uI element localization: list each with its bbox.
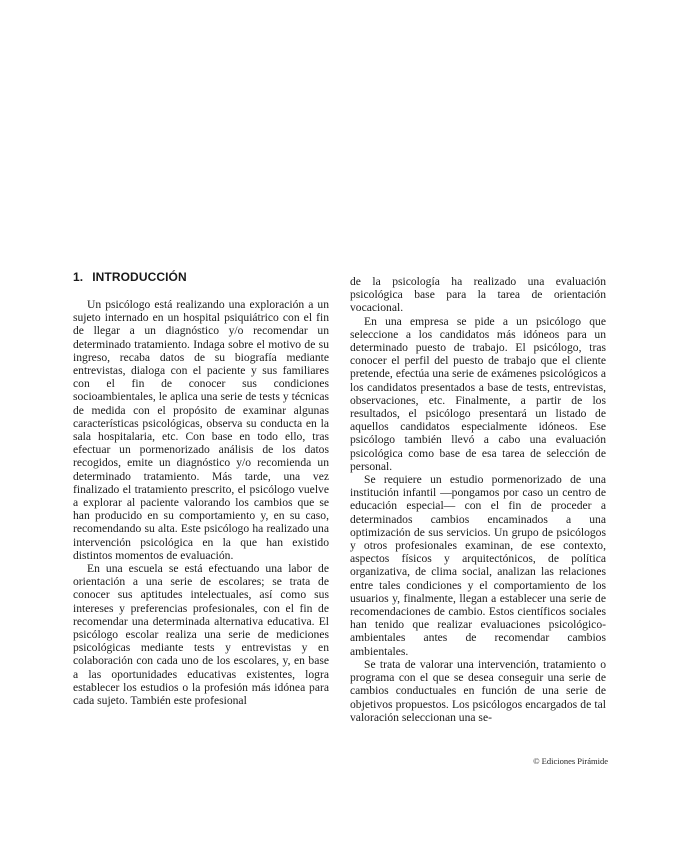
paragraph: En una escuela se está efectuando una labor de orientación a una serie de escolares; se trata de conocer sus aptitudes intelectuales, así como sus intereses y preferencias profesionales, con el fin de recomendar una determinada alternativa educativa. El psicólogo escolar realiza una serie de mediciones psicológicas mediante tests y entrevistas y en colaboración con cada uno de los escolares, y, en base a las oportunidades educativas existentes, logra establecer los estudios o la profesión más idónea para cada sujeto. También este profesional [73,562,329,708]
section-heading [73,270,187,284]
paragraph: Un psicólogo está realizando una exploración a un sujeto internado en un hospital psiquiátrico con el fin de llegar a un diagnóstico y/o recomendar un determinado tratamiento. Indaga sobre el motivo de su ingreso, recaba datos de su biografía mediante entrevistas, dialoga con el paciente y sus familiares con el fin de conocer sus condiciones socioambientales, le aplica una serie de tests y técnicas de medida con el propósito de examinar algunas características psicológicas, observa su conducta en la sala hospitalaria, etc. Con base en todo ello, tras efectuar un pormenorizado análisis de los datos recogidos, emite un diagnóstico y/o recomienda un determinado tratamiento. Más tarde, una vez finalizado el tratamiento prescrito, el psicólogo vuelve a explorar al paciente valorando los cambios que se han producido en su comportamiento y, en su caso, recomendando su alta. Este psicólogo ha realizado una intervención psicológica en la que han existido distintos momentos de evaluación. [73,298,329,562]
right-column [350,275,606,724]
publisher-footer: © Ediciones Pirámide [533,756,608,766]
left-column [73,298,329,707]
paragraph: Se requiere un estudio pormenorizado de una institución infantil —pongamos por caso un centro de educación especial— con el fin de proceder a determinados cambios encaminados a una optimización de sus servicios. Un grupo de psicólogos y otros profesionales examinan, de ese contexto, aspectos físicos y arquitectónicos, de política organizativa, de clima social, analizan las relaciones entre tales condiciones y el comportamiento de los usuarios y, finalmente, llegan a establecer una serie de recomendaciones de cambio. Estos científicos sociales han tenido que realizar evaluaciones psicológico-ambientales antes de recomendar cambios ambientales. [350,473,606,658]
paragraph: Se trata de valorar una intervención, tratamiento o programa con el que se desea conseguir una serie de cambios conductuales en función de una serie de objetivos propuestos. Los psicólogos encargados de tal valoración seleccionan una se- [350,657,606,724]
paragraph: En una empresa se pide a un psicólogo que seleccione a los candidatos más idóneos para un determinado puesto de trabajo. El psicólogo, tras conocer el perfil del puesto de trabajo que el cliente pretende, efectúa una serie de exámenes psicológicos a los candidatos presentados a base de tests, entrevistas, observaciones, etc. Finalmente, a partir de los resultados, el psicólogo presentará un listado de aquellos candidatos especialmente idóneos. Ese psicólogo también llevó a cabo una evaluación psicológica como base de esa tarea de selección de personal. [350,314,606,473]
section-title: INTRODUCCIÓN [92,270,187,284]
section-number: 1. [73,270,84,284]
paragraph-continuation: de la psicología ha realizado una evaluación psicológica base para la tarea de orientación vocacional. [350,275,606,315]
